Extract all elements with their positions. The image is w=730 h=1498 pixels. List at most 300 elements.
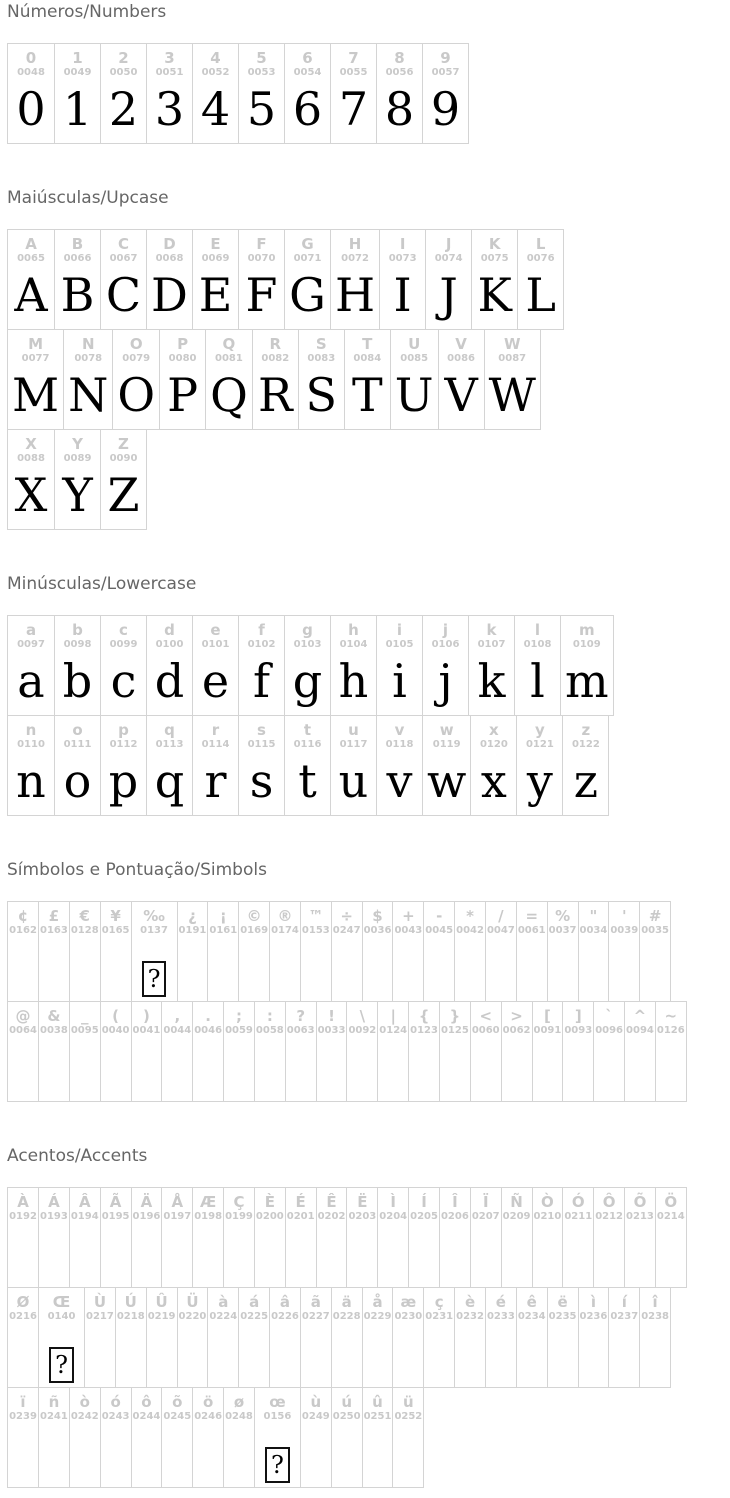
glyph-code: 0210 [533, 1211, 562, 1222]
glyph-code: 0066 [63, 253, 92, 264]
glyph-preview [133, 1037, 161, 1101]
glyph-preview [364, 1323, 392, 1387]
glyph-cell [423, 1288, 454, 1387]
glyph-code: 0076 [526, 253, 555, 264]
glyph-code: 0225 [240, 1311, 269, 1322]
glyph-preview: j [438, 654, 453, 708]
glyph-cell [223, 1002, 254, 1101]
glyph-cell [300, 1288, 331, 1387]
glyph-label: 8 [394, 49, 405, 67]
glyph-code: 0079 [122, 353, 151, 364]
glyph-cell [84, 1288, 115, 1387]
glyph-label: , [174, 1007, 181, 1025]
glyph-label: R [269, 335, 282, 353]
glyph-cell [146, 1288, 177, 1387]
glyph-preview [318, 1223, 346, 1287]
glyph-code: 0064 [9, 1025, 37, 1036]
glyph-label: ï [20, 1393, 26, 1411]
glyph-cell [514, 616, 560, 715]
glyph-code: 0080 [168, 353, 197, 364]
glyph-code: 0091 [533, 1025, 562, 1036]
glyph-cell [423, 902, 454, 1001]
glyph-label: ? [296, 1007, 306, 1025]
glyph-preview: 3 [154, 82, 185, 136]
glyph-code: 0118 [385, 739, 414, 750]
glyph-label: H [348, 235, 362, 253]
glyph-label: Ã [109, 1193, 122, 1211]
glyph-cell [8, 616, 54, 715]
glyph-cell [376, 44, 422, 143]
glyph-preview [271, 1323, 299, 1387]
glyph-preview [225, 1223, 253, 1287]
glyph-label: 4 [210, 49, 221, 67]
glyph-preview: z [573, 754, 598, 808]
glyph-code: 0192 [9, 1211, 37, 1222]
glyph-cell [223, 1188, 254, 1287]
glyph-preview: 0 [16, 82, 46, 136]
glyph-preview [287, 1223, 315, 1287]
glyph-label: - [436, 907, 443, 925]
glyph-preview [626, 1223, 654, 1287]
glyph-cell [438, 330, 484, 429]
glyph-code: 0109 [572, 639, 601, 650]
glyph-preview [610, 1323, 638, 1387]
glyph-label: $ [372, 907, 383, 925]
glyph-code: 0244 [132, 1411, 161, 1422]
glyph-preview [549, 937, 577, 1001]
glyph-label: Í [421, 1193, 427, 1211]
glyph-label: * [466, 907, 474, 925]
glyph-code: 0196 [132, 1211, 161, 1222]
glyph-label: ` [605, 1007, 613, 1025]
glyph-cell [54, 716, 100, 815]
glyph-preview [179, 937, 207, 1001]
glyph-label: ñ [48, 1393, 60, 1411]
glyph-preview: d [154, 654, 185, 708]
glyph-label: Z [118, 435, 129, 453]
glyph-label: M [28, 335, 44, 353]
glyph-preview: N [68, 368, 109, 422]
glyph-code: 0083 [307, 353, 336, 364]
glyph-label: ~ [664, 1007, 678, 1025]
glyph-cell [192, 44, 238, 143]
glyph-code: 0053 [247, 67, 276, 78]
glyph-label: 3 [164, 49, 175, 67]
glyph-cell [100, 430, 146, 529]
glyph-label: â [279, 1293, 291, 1311]
glyph-label: & [47, 1007, 61, 1025]
glyph-cell [69, 1188, 100, 1287]
missing-glyph-box: ? [142, 961, 167, 997]
section-title: Números/Numbers [7, 2, 167, 22]
glyph-label: ¿ [188, 907, 197, 925]
glyph-label: Ò [541, 1193, 554, 1211]
glyph-code: 0232 [456, 1311, 484, 1322]
glyph-cell [100, 1002, 131, 1101]
glyph-row [7, 615, 614, 716]
glyph-preview [40, 1037, 68, 1101]
glyph-cell [254, 1002, 285, 1101]
glyph-preview [456, 1323, 484, 1387]
glyph-code: 0105 [385, 639, 414, 650]
glyph-label: û [372, 1393, 383, 1411]
glyph-preview [179, 1323, 207, 1387]
glyph-cell [100, 616, 146, 715]
glyph-preview: E [198, 268, 233, 322]
glyph-preview [580, 937, 608, 1001]
glyph-cell [330, 616, 376, 715]
glyph-label: ô [141, 1393, 152, 1411]
glyph-code: 0034 [579, 925, 608, 936]
glyph-cell [38, 902, 69, 1001]
glyph-code: 0045 [425, 925, 454, 936]
glyph-cell [252, 330, 298, 429]
glyph-preview [194, 1223, 222, 1287]
glyph-label: à [218, 1293, 229, 1311]
glyph-label: Ï [482, 1193, 489, 1211]
glyph-cell [560, 616, 613, 715]
glyph-code: 0074 [434, 253, 463, 264]
glyph-code: 0055 [339, 67, 368, 78]
glyph-cell [362, 1388, 393, 1487]
glyph-label: e [210, 621, 221, 639]
glyph-label: Õ [633, 1193, 647, 1211]
glyph-preview [102, 1423, 130, 1487]
missing-glyph-box: ? [265, 1447, 290, 1483]
glyph-code: 0069 [201, 253, 230, 264]
glyph-preview [518, 937, 546, 1001]
glyph-preview [209, 937, 237, 1001]
glyph-code: 0078 [74, 353, 103, 364]
glyph-code: 0162 [9, 925, 37, 936]
glyph-code: 0212 [595, 1211, 624, 1222]
glyph-code: 0098 [63, 639, 92, 650]
glyph-preview [86, 1323, 114, 1387]
glyph-cell [54, 44, 100, 143]
glyph-label: Ë [357, 1193, 368, 1211]
glyph-preview: K [477, 268, 512, 322]
glyph-preview [271, 937, 299, 1001]
glyph-cell [284, 716, 330, 815]
glyph-preview [610, 937, 638, 1001]
glyph-code: 0241 [40, 1411, 68, 1422]
glyph-code: 0204 [379, 1211, 408, 1222]
glyph-code: 0040 [101, 1025, 130, 1036]
glyph-cell [284, 44, 330, 143]
glyph-label: Ú [124, 1293, 137, 1311]
glyph-preview: m [565, 654, 609, 708]
glyph-cell [238, 44, 284, 143]
glyph-preview: u [338, 754, 369, 808]
glyph-label: É [295, 1193, 306, 1211]
glyph-cell [298, 330, 344, 429]
glyph-cell [316, 1002, 347, 1101]
glyph-code: 0071 [293, 253, 322, 264]
glyph-label: P [177, 335, 189, 353]
glyph-code: 0249 [301, 1411, 330, 1422]
glyph-code: 0169 [240, 925, 269, 936]
glyph-code: 0246 [194, 1411, 223, 1422]
glyph-cell [38, 1288, 84, 1387]
glyph-map [7, 2, 730, 1488]
glyph-cell [593, 1188, 624, 1287]
glyph-code: 0251 [363, 1411, 392, 1422]
glyph-section-symbols [7, 860, 730, 1102]
glyph-label: ; [235, 1007, 242, 1025]
glyph-code: 0219 [147, 1311, 176, 1322]
glyph-code: 0235 [548, 1311, 577, 1322]
glyph-code: 0061 [517, 925, 546, 936]
glyph-code: 0239 [9, 1411, 37, 1422]
glyph-cell [639, 1288, 670, 1387]
glyph-label: i [396, 621, 403, 639]
glyph-label: 6 [302, 49, 313, 67]
glyph-code: 0046 [194, 1025, 223, 1036]
glyph-code: 0077 [21, 353, 50, 364]
glyph-preview [163, 1037, 191, 1101]
glyph-cell [547, 902, 578, 1001]
glyph-label: ë [557, 1293, 568, 1311]
glyph-cell [470, 716, 516, 815]
glyph-cell [63, 330, 112, 429]
glyph-preview [487, 1323, 515, 1387]
glyph-label: n [25, 721, 37, 739]
glyph-cell [8, 902, 38, 1001]
glyph-label: Å [171, 1193, 184, 1211]
glyph-preview: i [392, 654, 407, 708]
glyph-cell [516, 1288, 547, 1387]
glyph-label: K [488, 235, 501, 253]
glyph-preview: I [393, 268, 412, 322]
glyph-cell [470, 1002, 501, 1101]
glyph-code: 0161 [209, 925, 238, 936]
glyph-label: j [442, 621, 449, 639]
glyph-preview: F [245, 268, 278, 322]
glyph-code: 0058 [255, 1025, 284, 1036]
glyph-label: Á [48, 1193, 60, 1211]
glyph-label: Ä [140, 1193, 153, 1211]
glyph-label: A [25, 235, 37, 253]
glyph-label: í [621, 1293, 627, 1311]
glyph-cell [112, 330, 159, 429]
glyph-preview: h [338, 654, 369, 708]
glyph-code: 0201 [286, 1211, 315, 1222]
glyph-cell [316, 1188, 347, 1287]
glyph-preview [472, 1037, 500, 1101]
glyph-label: \ [359, 1007, 366, 1025]
glyph-cell [38, 1388, 69, 1487]
glyph-preview: w [427, 754, 467, 808]
glyph-code: 0216 [9, 1311, 37, 1322]
glyph-label: X [25, 435, 37, 453]
glyph-code: 0059 [225, 1025, 253, 1036]
glyph-label: T [362, 335, 373, 353]
glyph-label: Ø [16, 1293, 30, 1311]
glyph-cell [177, 1288, 208, 1387]
glyph-preview [117, 1323, 145, 1387]
glyph-cell [100, 1388, 131, 1487]
glyph-cell [100, 44, 146, 143]
glyph-code: 0042 [456, 925, 484, 936]
glyph-label: ¢ [17, 907, 29, 925]
glyph-preview [364, 937, 392, 1001]
glyph-preview [256, 1037, 284, 1101]
glyph-cell [331, 1288, 362, 1387]
glyph-label: Q [222, 335, 236, 353]
glyph-label: u [348, 721, 359, 739]
glyph-code: 0050 [109, 67, 138, 78]
glyph-code: 0114 [201, 739, 230, 750]
glyph-code: 0100 [155, 639, 184, 650]
glyph-cell [532, 1188, 563, 1287]
glyph-preview: o [63, 754, 92, 808]
glyph-label: d [164, 621, 175, 639]
glyph-cell [131, 1388, 162, 1487]
glyph-code: 0193 [40, 1211, 68, 1222]
glyph-cell [223, 1388, 254, 1487]
glyph-cell [376, 616, 422, 715]
glyph-label: Y [72, 435, 83, 453]
glyph-cell [422, 616, 468, 715]
glyph-preview [102, 937, 130, 1001]
glyph-cell [238, 716, 284, 815]
glyph-preview [595, 1223, 623, 1287]
glyph-preview: l [530, 654, 545, 708]
glyph-cell [330, 230, 379, 329]
glyph-row [7, 1287, 671, 1388]
glyph-cell [624, 1188, 655, 1287]
glyph-cell [562, 716, 608, 815]
glyph-cell [501, 1188, 532, 1287]
glyph-preview: r [204, 754, 227, 808]
glyph-label: ÷ [340, 907, 353, 925]
glyph-preview: Y [62, 468, 93, 522]
glyph-cell [207, 902, 238, 1001]
glyph-cell [331, 902, 362, 1001]
glyph-label: ù [310, 1393, 322, 1411]
glyph-code: 0121 [525, 739, 554, 750]
glyph-label: Â [78, 1193, 91, 1211]
glyph-label: t [303, 721, 312, 739]
glyph-cell [69, 1002, 100, 1101]
glyph-label: ä [341, 1293, 352, 1311]
glyph-code: 0054 [293, 67, 322, 78]
glyph-label: @ [15, 1007, 31, 1025]
glyph-label: D [163, 235, 176, 253]
glyph-code: 0052 [201, 67, 230, 78]
glyph-preview: x [480, 754, 507, 808]
glyph-code: 0224 [209, 1311, 238, 1322]
glyph-code: 0156 [263, 1411, 292, 1422]
glyph-preview: U [394, 368, 434, 422]
glyph-label: Ô [602, 1193, 616, 1211]
glyph-preview [379, 1037, 407, 1101]
glyph-cell [425, 230, 471, 329]
glyph-preview [163, 1423, 191, 1487]
glyph-label: ü [403, 1393, 414, 1411]
glyph-preview: g [292, 654, 323, 708]
glyph-code: 0247 [332, 925, 361, 936]
glyph-code: 0245 [163, 1411, 192, 1422]
glyph-cell [470, 1188, 501, 1287]
glyph-cell [38, 1002, 69, 1101]
glyph-cell [330, 716, 376, 815]
glyph-preview [40, 1423, 68, 1487]
glyph-preview [487, 937, 515, 1001]
glyph-cell [362, 1288, 393, 1387]
glyph-row [7, 329, 541, 430]
glyph-cell [344, 330, 390, 429]
glyph-cell [593, 1002, 624, 1101]
glyph-cell [485, 1288, 516, 1387]
glyph-label: Ü [186, 1293, 199, 1311]
glyph-code: 0088 [17, 453, 45, 464]
glyph-code: 0036 [363, 925, 392, 936]
glyph-code: 0048 [17, 67, 45, 78]
glyph-label: _ [81, 1007, 89, 1025]
glyph-label: S [315, 335, 327, 353]
glyph-code: 0217 [86, 1311, 114, 1322]
glyph-code: 0237 [610, 1311, 639, 1322]
glyph-code: 0238 [641, 1311, 670, 1322]
glyph-code: 0207 [471, 1211, 500, 1222]
glyph-preview: T [351, 368, 383, 422]
glyph-row [7, 43, 469, 144]
glyph-code: 0068 [155, 253, 184, 264]
glyph-label: % [555, 907, 571, 925]
glyph-label: 9 [440, 49, 451, 67]
glyph-code: 0122 [571, 739, 600, 750]
glyph-label: B [71, 235, 84, 253]
glyph-code: 0063 [286, 1025, 315, 1036]
glyph-label: ê [526, 1293, 537, 1311]
glyph-preview [518, 1323, 546, 1387]
glyph-code: 0081 [215, 353, 243, 364]
glyph-preview [456, 937, 484, 1001]
glyph-label: [ [543, 1007, 551, 1025]
glyph-label: ] [574, 1007, 582, 1025]
glyph-cell [422, 44, 468, 143]
glyph-label: È [264, 1193, 275, 1211]
glyph-cell [8, 1388, 38, 1487]
glyph-code: 0213 [626, 1211, 654, 1222]
glyph-preview [9, 1423, 37, 1487]
glyph-preview [194, 1423, 222, 1487]
glyph-code: 0094 [626, 1025, 654, 1036]
glyph-code: 0214 [656, 1211, 685, 1222]
glyph-preview [441, 1223, 469, 1287]
glyph-code: 0087 [498, 353, 527, 364]
glyph-cell [547, 1288, 578, 1387]
glyph-code: 0165 [101, 925, 130, 936]
glyph-label: f [258, 621, 265, 639]
glyph-label: á [249, 1293, 260, 1311]
glyph-cell [608, 1288, 639, 1387]
glyph-label: ¥ [110, 907, 121, 925]
glyph-preview [441, 1037, 469, 1101]
glyph-code: 0084 [353, 353, 382, 364]
glyph-label: L [535, 235, 546, 253]
glyph-code: 0110 [17, 739, 45, 750]
glyph-cell [578, 1288, 609, 1387]
glyph-label: O [129, 335, 143, 353]
glyph-preview: n [16, 754, 46, 808]
glyph-row [7, 1387, 424, 1488]
glyph-cell [38, 1188, 69, 1287]
glyph-preview: G [289, 268, 326, 322]
glyph-preview: b [62, 654, 93, 708]
glyph-cell [161, 1188, 192, 1287]
